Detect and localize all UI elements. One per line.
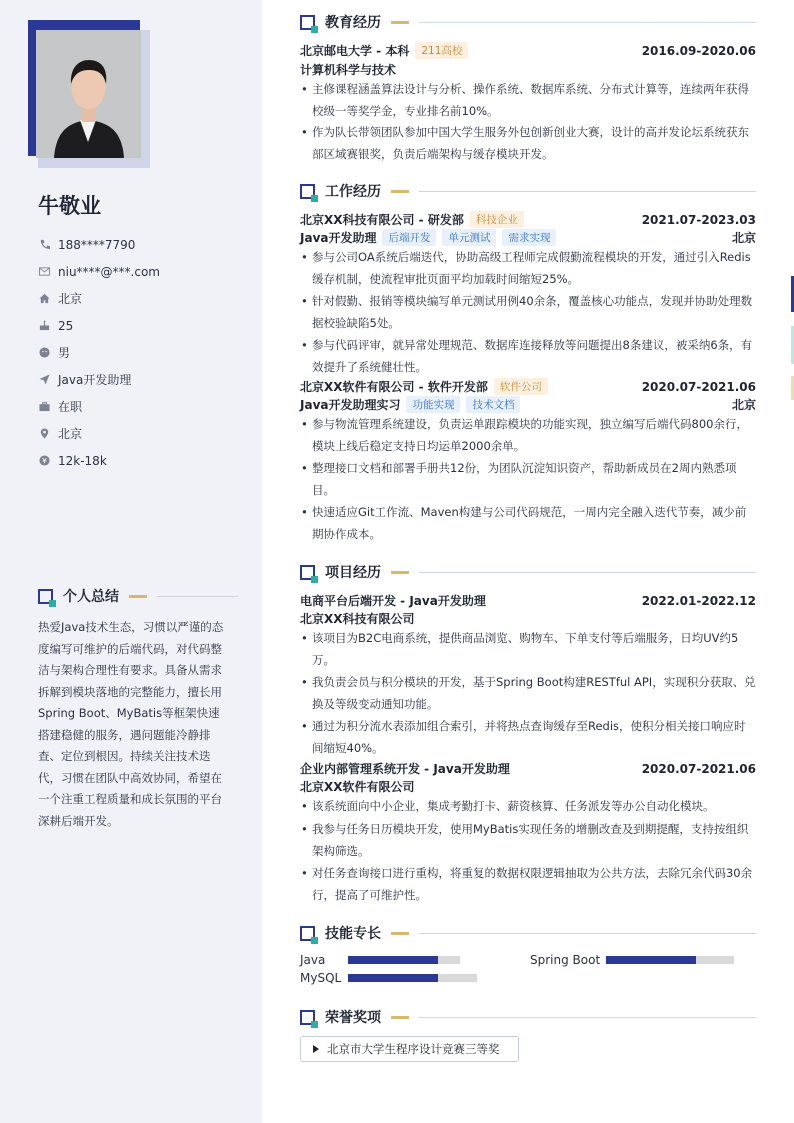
project-org: 北京XX科技有限公司 xyxy=(300,612,415,626)
school-tag: 211高校 xyxy=(415,42,468,59)
home-icon xyxy=(38,293,50,305)
summary-text: 热爱Java技术生态，习惯以严谨的态度编写可维护的后端代码，对代码整洁与架构合理性有要求。具备从需求拆解到模块落地的完整能力，擅长用Spring Boot、MyBatis等框架快速搭建稳健的服务，遇问题能冷静排查、定位到根因。持续关注技术迭代，习惯在团队中高效协同，希望在一个注重工程质量和成长氛围的平台深耕后端开发。 xyxy=(38,620,224,828)
project-title-row xyxy=(300,760,756,777)
contact-info-text: 男 xyxy=(58,346,71,360)
gold-bar xyxy=(391,21,409,24)
phone-icon xyxy=(38,239,50,251)
major-row xyxy=(300,61,756,78)
list-item: • 该项目为B2C电商系统，提供商品浏览、购物车、下单支付等后端服务，日均UV约5万。 xyxy=(300,627,756,671)
gold-bar xyxy=(391,571,409,574)
education-row xyxy=(300,42,756,59)
project-name: 电商平台后端开发 - Java开发助理 xyxy=(300,594,486,608)
skill-label: MySQL xyxy=(300,971,342,985)
list-item: • 快速适应Git工作流、Maven构建与公司代码规范，一周内完全融入迭代节奏，减少前期协作成本。 xyxy=(300,501,756,545)
list-item: • 针对假勤、报销等模块编写单元测试用例40余条，覆盖核心功能点，发现并协助处理数据校验缺陷5处。 xyxy=(300,290,756,334)
divider-line xyxy=(419,191,756,192)
company-name: 北京XX软件有限公司 - 软件开发部 xyxy=(300,380,488,394)
project-title-row xyxy=(300,592,756,609)
company-tag: 科技企业 xyxy=(470,211,524,228)
summary-heading xyxy=(38,586,238,606)
section-square-icon xyxy=(300,1010,315,1025)
list-item: • 通过为积分流水表添加组合索引，并将热点查询缓存至Redis，使积分相关接口响应时间缩短40%。 xyxy=(300,715,756,759)
section-title: 教育经历 xyxy=(325,15,381,31)
gold-bar xyxy=(391,1016,409,1019)
divider-line xyxy=(419,1017,756,1018)
section-square-icon xyxy=(300,15,315,30)
section-title: 工作经历 xyxy=(325,184,381,200)
cake-icon xyxy=(38,320,50,332)
skill-bar-fill xyxy=(348,974,438,982)
contact-info-item xyxy=(38,258,160,285)
contact-info-text: 12k-18k xyxy=(58,453,107,468)
projects-heading xyxy=(300,561,756,583)
project-org: 北京XX软件有限公司 xyxy=(300,780,415,794)
list-item: • 参与公司OA系统后端迭代，协助高级工程师完成假勤流程模块的开发，通过引入Redis缓存机制，使流程审批页面平均加载时间缩短25%。 xyxy=(300,246,756,290)
section-title: 荣誉奖项 xyxy=(325,1010,381,1026)
skill-bar xyxy=(348,956,460,964)
send-icon xyxy=(38,374,50,386)
project-org-row xyxy=(300,610,756,627)
job-role: Java开发助理 xyxy=(300,231,377,245)
role-tag: 单元测试 xyxy=(442,229,496,246)
contact-info-item xyxy=(38,231,160,258)
job-city: 北京 xyxy=(731,231,756,245)
job-company-row xyxy=(300,378,756,395)
job-role-row xyxy=(300,396,756,413)
company-name: 北京XX科技有限公司 - 研发部 xyxy=(300,213,464,227)
award-item xyxy=(300,1036,519,1062)
list-item: • 参与代码评审，就异常处理规范、数据库连接释放等问题提出8条建议，被采纳6条，有效提升了系统健壮性。 xyxy=(300,334,756,378)
awards-heading xyxy=(300,1006,756,1028)
major: 计算机科学与技术 xyxy=(300,63,397,77)
contact-info-item xyxy=(38,366,160,393)
contact-info-item xyxy=(38,285,160,312)
list-item: • 作为队长带领团队参加中国大学生服务外包创新创业大赛，设计的高并发论坛系统获东部区域赛银奖，负责后端架构与缓存模块开发。 xyxy=(300,121,756,165)
divider-line xyxy=(157,596,238,597)
job-role: Java开发助理实习 xyxy=(300,398,401,412)
contact-info-text: 北京 xyxy=(58,427,83,441)
section-square-icon xyxy=(300,926,315,941)
contact-info-item xyxy=(38,447,160,474)
list-item: • 主修课程涵盖算法设计与分析、操作系统、数据库系统、分布式计算等，连续两年获得校级一等奖学金，专业排名前10%。 xyxy=(300,78,756,122)
section-title: 个人总结 xyxy=(63,589,119,605)
photo-frame xyxy=(28,20,152,168)
award-label: 北京市大学生程序设计竞赛三等奖 xyxy=(327,1042,500,1056)
contact-info-item xyxy=(38,312,160,339)
company-tag: 软件公司 xyxy=(494,378,548,395)
candidate-name: 牛敬业 xyxy=(38,194,101,218)
avatar xyxy=(36,30,141,158)
contact-info-list xyxy=(38,231,160,474)
divider-line xyxy=(419,22,756,23)
education-heading xyxy=(300,11,756,33)
section-square-icon xyxy=(300,565,315,580)
section-square-icon xyxy=(38,589,53,604)
role-tag: 技术文档 xyxy=(466,396,520,413)
skill-bar xyxy=(348,974,477,982)
job-city: 北京 xyxy=(731,398,756,412)
job-company-row xyxy=(300,211,756,228)
skill-label: Java xyxy=(300,953,326,967)
list-item: • 该系统面向中小企业，集成考勤打卡、薪资核算、任务派发等办公自动化模块。 xyxy=(300,795,756,817)
divider-line xyxy=(419,933,756,934)
contact-info-text: 北京 xyxy=(58,292,83,306)
avatar-illustration xyxy=(36,30,141,158)
section-square-icon xyxy=(300,184,315,199)
section-title: 技能专长 xyxy=(325,926,381,942)
skill-bar-fill xyxy=(348,956,438,964)
list-item: • 我负责会员与积分模块的开发，基于Spring Boot构建RESTful API，实现积分获取、兑换及等级变动通知功能。 xyxy=(300,671,756,715)
contact-info-text: Java开发助理 xyxy=(58,373,132,387)
role-tag: 后端开发 xyxy=(382,229,436,246)
mail-icon xyxy=(38,266,50,278)
school-name: 北京邮电大学 - 本科 xyxy=(300,44,410,58)
contact-info-text: niu****@***.com xyxy=(58,264,160,279)
list-item: • 整理接口文档和部署手册共12份，为团队沉淀知识资产，帮助新成员在2周内熟悉项目。 xyxy=(300,457,756,501)
project-date: 2020.07-2021.06 xyxy=(641,761,756,776)
list-item: • 对任务查询接口进行重构，将重复的数据权限逻辑抽取为公共方法，去除冗余代码30余行，提高了可维护性。 xyxy=(300,862,756,906)
contact-info-text: 25 xyxy=(58,318,74,333)
job-date: 2020.07-2021.06 xyxy=(641,379,756,394)
skill-label: Spring Boot xyxy=(530,953,601,967)
job-date: 2021.07-2023.03 xyxy=(641,212,756,227)
contact-info-item xyxy=(38,339,160,366)
list-item: • 我参与任务日历模块开发，使用MyBatis实现任务的增删改查及到期提醒，支持按组织架构筛选。 xyxy=(300,818,756,862)
project-org-row xyxy=(300,778,756,795)
skills-heading xyxy=(300,922,756,944)
education-date: 2016.09-2020.06 xyxy=(641,43,756,58)
sidebar xyxy=(0,0,262,1123)
salary-icon xyxy=(38,455,50,467)
section-title: 项目经历 xyxy=(325,565,381,581)
briefcase-icon xyxy=(38,401,50,413)
gold-bar xyxy=(391,932,409,935)
gender-icon xyxy=(38,347,50,359)
contact-info-item xyxy=(38,420,160,447)
job-role-row xyxy=(300,229,756,246)
list-item: • 参与物流管理系统建设，负责运单跟踪模块的功能实现，独立编写后端代码800余行，模块上线后稳定支持日均运单2000余单。 xyxy=(300,413,756,457)
role-tag: 需求实现 xyxy=(502,229,556,246)
work-heading xyxy=(300,180,756,202)
gold-bar xyxy=(129,595,147,598)
contact-info-text: 188****7790 xyxy=(58,237,136,252)
role-tag: 功能实现 xyxy=(406,396,460,413)
skill-bar xyxy=(606,956,734,964)
contact-info-text: 在职 xyxy=(58,400,83,414)
skill-bar-fill xyxy=(606,956,696,964)
contact-info-item xyxy=(38,393,160,420)
triangle-icon xyxy=(313,1045,319,1053)
divider-line xyxy=(419,572,756,573)
location-icon xyxy=(38,428,50,440)
project-date: 2022.01-2022.12 xyxy=(641,593,756,608)
gold-bar xyxy=(391,190,409,193)
project-name: 企业内部管理系统开发 - Java开发助理 xyxy=(300,762,510,776)
